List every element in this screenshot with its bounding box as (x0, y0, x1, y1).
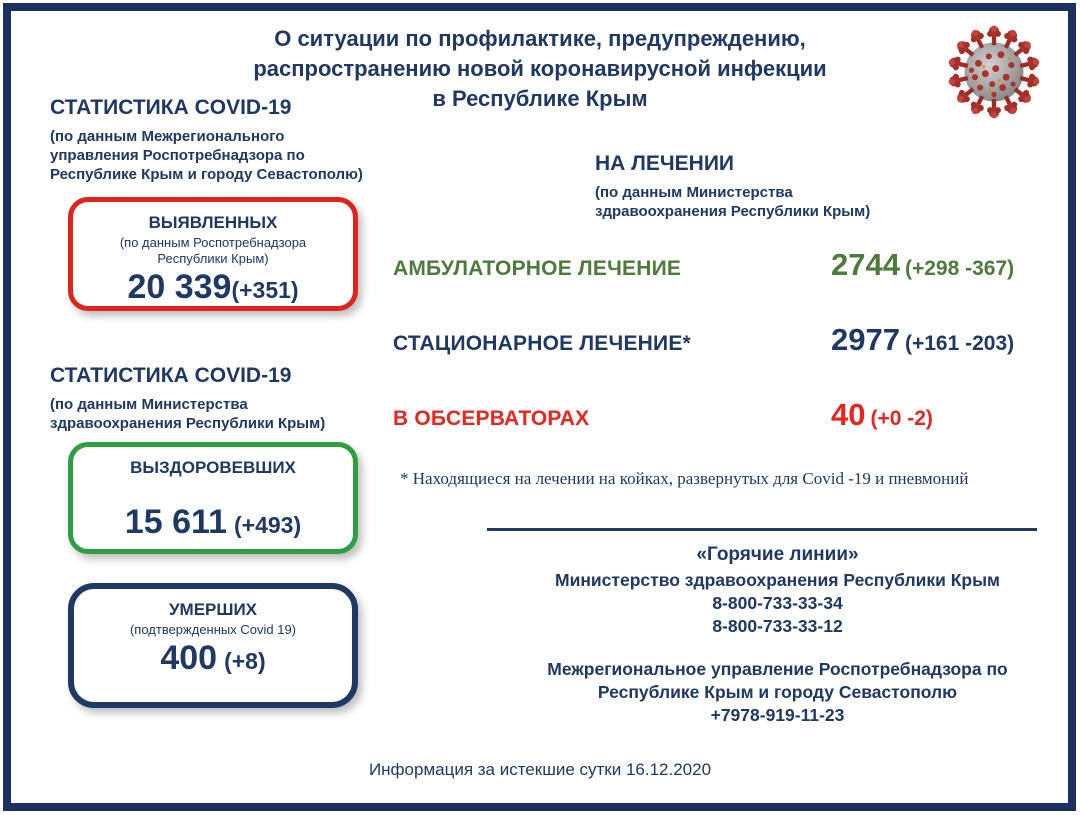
hotlines-block (505, 543, 1050, 727)
outpatient-label: АМБУЛАТОРНОЕ ЛЕЧЕНИЕ (393, 257, 682, 280)
treatment-footnote: * Находящиеся на лечении на койках, развернутых для Covid -19 и пневмоний (400, 469, 969, 488)
page-title-line-2: распространению новой коронавирусной инфекции (253, 56, 827, 81)
deceased-cases-sublabel: (подтвержденных Covid 19) (129, 622, 297, 637)
treatment-subheading: (по данным Министерства здравоохранения Республики Крым) (595, 184, 871, 220)
outpatient-delta: (+298 -367) (904, 257, 1015, 280)
inpatient-label: СТАЦИОНАРНОЕ ЛЕЧЕНИЕ* (393, 332, 691, 355)
deceased-cases-number: 400 (160, 639, 218, 677)
detected-cases-box (68, 197, 358, 311)
outpatient-number: 2744 (831, 247, 900, 282)
outpatient-value (831, 247, 1014, 283)
observators-label: В ОБСЕРВАТОРАХ (393, 407, 590, 430)
stats-rospotrebnadzor-subheading: (по данным Межрегионального управления Роспотребнадзора по Республике Крым и городу Севастополю) (50, 128, 363, 183)
stats-rospotrebnadzor-heading: СТАТИСТИКА COVID-19 (50, 96, 292, 119)
hotline-phone-1: 8-800-733-33-34 (712, 593, 843, 613)
treatment-heading: НА ЛЕЧЕНИИ (595, 152, 735, 175)
footer-info-date: Информация за истекшие сутки 16.12.2020 (368, 760, 712, 779)
hotline-phone-2: 8-800-733-33-12 (712, 616, 843, 636)
deceased-cases-delta: (+8) (224, 648, 266, 674)
detected-cases-sublabel: (по данным Роспотребнадзора Республики Крым) (119, 235, 307, 266)
coronavirus-icon (942, 20, 1046, 124)
detected-cases-label: ВЫЯВЛЕННЫХ (148, 213, 278, 232)
treatment-row-observators (393, 397, 1043, 445)
hotline-phone-3: +7978-919-11-23 (710, 705, 845, 725)
recovered-cases-label: ВЫЗДОРОВЕВШИХ (130, 458, 296, 477)
treatment-row-inpatient (393, 322, 1043, 370)
hotline-ministry: Министерство здравоохранения Республики Крым (555, 570, 1000, 590)
hotline-rospotrebnadzor: Межрегиональное управление Роспотребнадзора по Республике Крым и городу Севастополю (547, 659, 1008, 702)
inpatient-number: 2977 (831, 322, 900, 357)
hotlines-spacer (505, 638, 1050, 658)
detected-cases-number: 20 339 (127, 268, 232, 306)
inpatient-value (831, 322, 1014, 358)
recovered-cases-delta: (+493) (234, 512, 302, 538)
inpatient-delta: (+161 -203) (904, 332, 1015, 355)
observators-number: 40 (831, 397, 866, 432)
observators-value (831, 397, 933, 433)
treatment-row-outpatient (393, 247, 1043, 295)
page-title-line-3: в Республике Крым (432, 86, 648, 111)
stats-ministry-heading: СТАТИСТИКА COVID-19 (50, 364, 292, 387)
recovered-cases-box (68, 442, 358, 554)
deceased-cases-value (160, 640, 265, 679)
recovered-cases-value (125, 504, 301, 543)
deceased-cases-label: УМЕРШИХ (168, 600, 258, 619)
horizontal-divider (487, 528, 1037, 531)
detected-cases-value (127, 269, 298, 308)
stats-ministry-subheading: (по данным Министерства здравоохранения Республики Крым) (50, 396, 326, 432)
deceased-cases-box (68, 583, 358, 708)
recovered-cases-number: 15 611 (124, 503, 227, 541)
observators-delta: (+0 -2) (870, 407, 933, 430)
detected-cases-delta: (+351) (231, 277, 299, 303)
hotlines-title: «Горячие линии» (696, 544, 859, 565)
page-title-line-1: О ситуации по профилактике, предупреждению, (274, 26, 806, 51)
